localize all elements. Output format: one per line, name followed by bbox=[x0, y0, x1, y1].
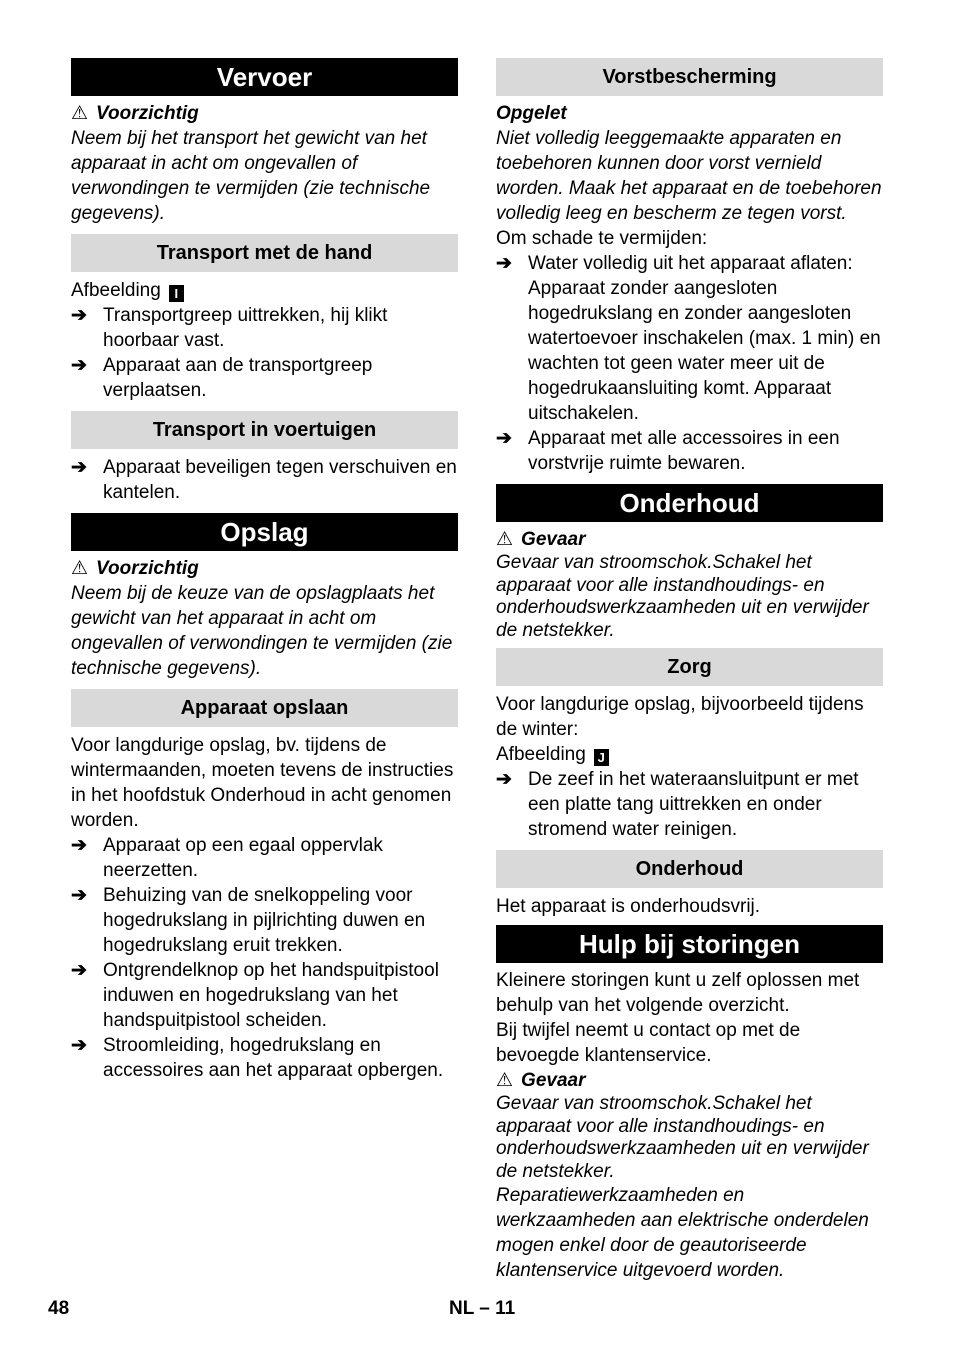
warning-text: Neem bij de keuze van de opslagplaats het gewicht van het apparaat in acht om ongevallen of verwondingen te vermijden (zie technische gegevens). bbox=[71, 583, 453, 679]
caution-label: Opgelet bbox=[496, 103, 567, 124]
warning-onderhoud bbox=[496, 527, 883, 552]
paragraph-1: Kleinere storingen kunt u zelf oplossen met behulp van het volgende overzicht. bbox=[496, 970, 860, 1016]
heading-vorstbescherming: Vorstbescherming bbox=[496, 58, 883, 96]
step-text: Stroomleiding, hogedrukslang en accessoires aan het apparaat opbergen. bbox=[103, 1035, 444, 1081]
warning-label: Gevaar bbox=[521, 1070, 586, 1091]
heading-zorg: Zorg bbox=[496, 648, 883, 686]
page-reference: NL – 11 bbox=[449, 1298, 516, 1319]
left-column bbox=[71, 58, 458, 1083]
list-item bbox=[496, 426, 883, 476]
figure-ref-icon: I bbox=[169, 285, 184, 302]
step-text: Water volledig uit het apparaat aflaten: Apparaat zonder aangesloten hogedrukslang en zonder aangesloten watertoevoer inschakelen (max. 1 min) en wachten tot geen water meer uit de hogedrukaansluiting komt. Apparaat uitschakelen. bbox=[528, 253, 881, 424]
warning-text: Neem bij het transport het gewicht van het apparaat in acht om ongevallen of verwondingen te vermijden (zie technische gegevens). bbox=[71, 128, 431, 224]
heading-transport-voertuigen: Transport in voertuigen bbox=[71, 411, 458, 449]
arrow-icon: ➔ bbox=[71, 305, 87, 326]
list-item bbox=[71, 455, 458, 505]
warning-text: Gevaar van stroomschok.Schakel het apparaat voor alle instandhoudings- en onderhoudswerkzaamheden uit en verwijder de netstekker. bbox=[496, 552, 869, 641]
arrow-icon: ➔ bbox=[71, 835, 87, 856]
page-number: 48 bbox=[48, 1298, 70, 1319]
step-text: Transportgreep uittrekken, hij klikt hoorbaar vast. bbox=[103, 305, 388, 351]
warning-label: Voorzichtig bbox=[96, 103, 199, 124]
right-column bbox=[496, 58, 883, 1283]
figure-ref-line bbox=[496, 742, 883, 767]
heading-onderhoud-main: Onderhoud bbox=[496, 484, 883, 522]
warning-vervoer bbox=[71, 101, 458, 126]
intro-text: Voor langdurige opslag, bijvoorbeeld tijdens de winter: bbox=[496, 694, 864, 740]
step-text: Behuizing van de snelkoppeling voor hogedrukslang in pijlrichting duwen en hogedrukslang eruit trekken. bbox=[103, 885, 426, 956]
warning-triangle-icon: ⚠ bbox=[71, 558, 89, 579]
intro-text: Om schade te vermijden: bbox=[496, 228, 708, 249]
warning-triangle-icon: ⚠ bbox=[71, 103, 89, 124]
step-text: Apparaat beveiligen tegen verschuiven en kantelen. bbox=[103, 457, 457, 503]
heading-apparaat-opslaan: Apparaat opslaan bbox=[71, 689, 458, 727]
arrow-icon: ➔ bbox=[496, 253, 512, 274]
warning-opslag bbox=[71, 556, 458, 581]
arrow-icon: ➔ bbox=[71, 457, 87, 478]
figure-label: Afbeelding bbox=[71, 280, 161, 301]
warning-label: Gevaar bbox=[521, 529, 586, 550]
caution-text: Niet volledig leeggemaakte apparaten en toebehoren kunnen door vorst vernield worden. Maak het apparaat en de toebehoren volledig leeg en bescherm ze tegen vorst. bbox=[496, 128, 882, 224]
heading-hulp-bij-storingen: Hulp bij storingen bbox=[496, 925, 883, 963]
paragraph-2: Bij twijfel neemt u contact op met de bevoegde klantenservice. bbox=[496, 1020, 801, 1066]
list-item bbox=[71, 883, 458, 958]
warning-triangle-icon: ⚠ bbox=[496, 529, 514, 550]
arrow-icon: ➔ bbox=[71, 355, 87, 376]
figure-ref-icon: J bbox=[594, 749, 609, 766]
arrow-icon: ➔ bbox=[496, 428, 512, 449]
repair-note: Reparatiewerkzaamheden en werkzaamheden aan elektrische onderdelen mogen enkel door de geautoriseerde klantenservice uitgevoerd worden. bbox=[496, 1185, 869, 1281]
step-text: Apparaat met alle accessoires in een vorstvrije ruimte bewaren. bbox=[528, 428, 840, 474]
list-item bbox=[496, 767, 883, 842]
warning-triangle-icon: ⚠ bbox=[496, 1070, 514, 1091]
heading-opslag: Opslag bbox=[71, 513, 458, 551]
warning-label: Voorzichtig bbox=[96, 558, 199, 579]
warning-hulp bbox=[496, 1068, 883, 1093]
list-item bbox=[71, 353, 458, 403]
figure-ref-line bbox=[71, 278, 458, 303]
arrow-icon: ➔ bbox=[71, 960, 87, 981]
heading-vervoer: Vervoer bbox=[71, 58, 458, 96]
step-text: Apparaat aan de transportgreep verplaatsen. bbox=[103, 355, 373, 401]
step-text: De zeef in het wateraansluitpunt er met een platte tang uittrekken en onder stromend water reinigen. bbox=[528, 769, 859, 840]
arrow-icon: ➔ bbox=[496, 769, 512, 790]
step-text: Ontgrendelknop op het handspuitpistool induwen en hogedrukslang van het handspuitpistool scheiden. bbox=[103, 960, 439, 1031]
list-item bbox=[496, 251, 883, 426]
list-item bbox=[71, 1033, 458, 1083]
arrow-icon: ➔ bbox=[71, 885, 87, 906]
list-item bbox=[71, 303, 458, 353]
list-item bbox=[71, 833, 458, 883]
step-text: Apparaat op een egaal oppervlak neerzetten. bbox=[103, 835, 383, 881]
intro-text: Voor langdurige opslag, bv. tijdens de wintermaanden, moeten tevens de instructies in het hoofdstuk Onderhoud in acht genomen worden. bbox=[71, 735, 454, 831]
heading-transport-hand: Transport met de hand bbox=[71, 234, 458, 272]
onderhoud-text: Het apparaat is onderhoudsvrij. bbox=[496, 896, 761, 917]
heading-onderhoud-sub: Onderhoud bbox=[496, 850, 883, 888]
list-item bbox=[71, 958, 458, 1033]
warning-text: Gevaar van stroomschok.Schakel het apparaat voor alle instandhoudings- en onderhoudswerkzaamheden uit en verwijder de netstekker. bbox=[496, 1093, 869, 1182]
figure-label: Afbeelding bbox=[496, 744, 586, 765]
arrow-icon: ➔ bbox=[71, 1035, 87, 1056]
